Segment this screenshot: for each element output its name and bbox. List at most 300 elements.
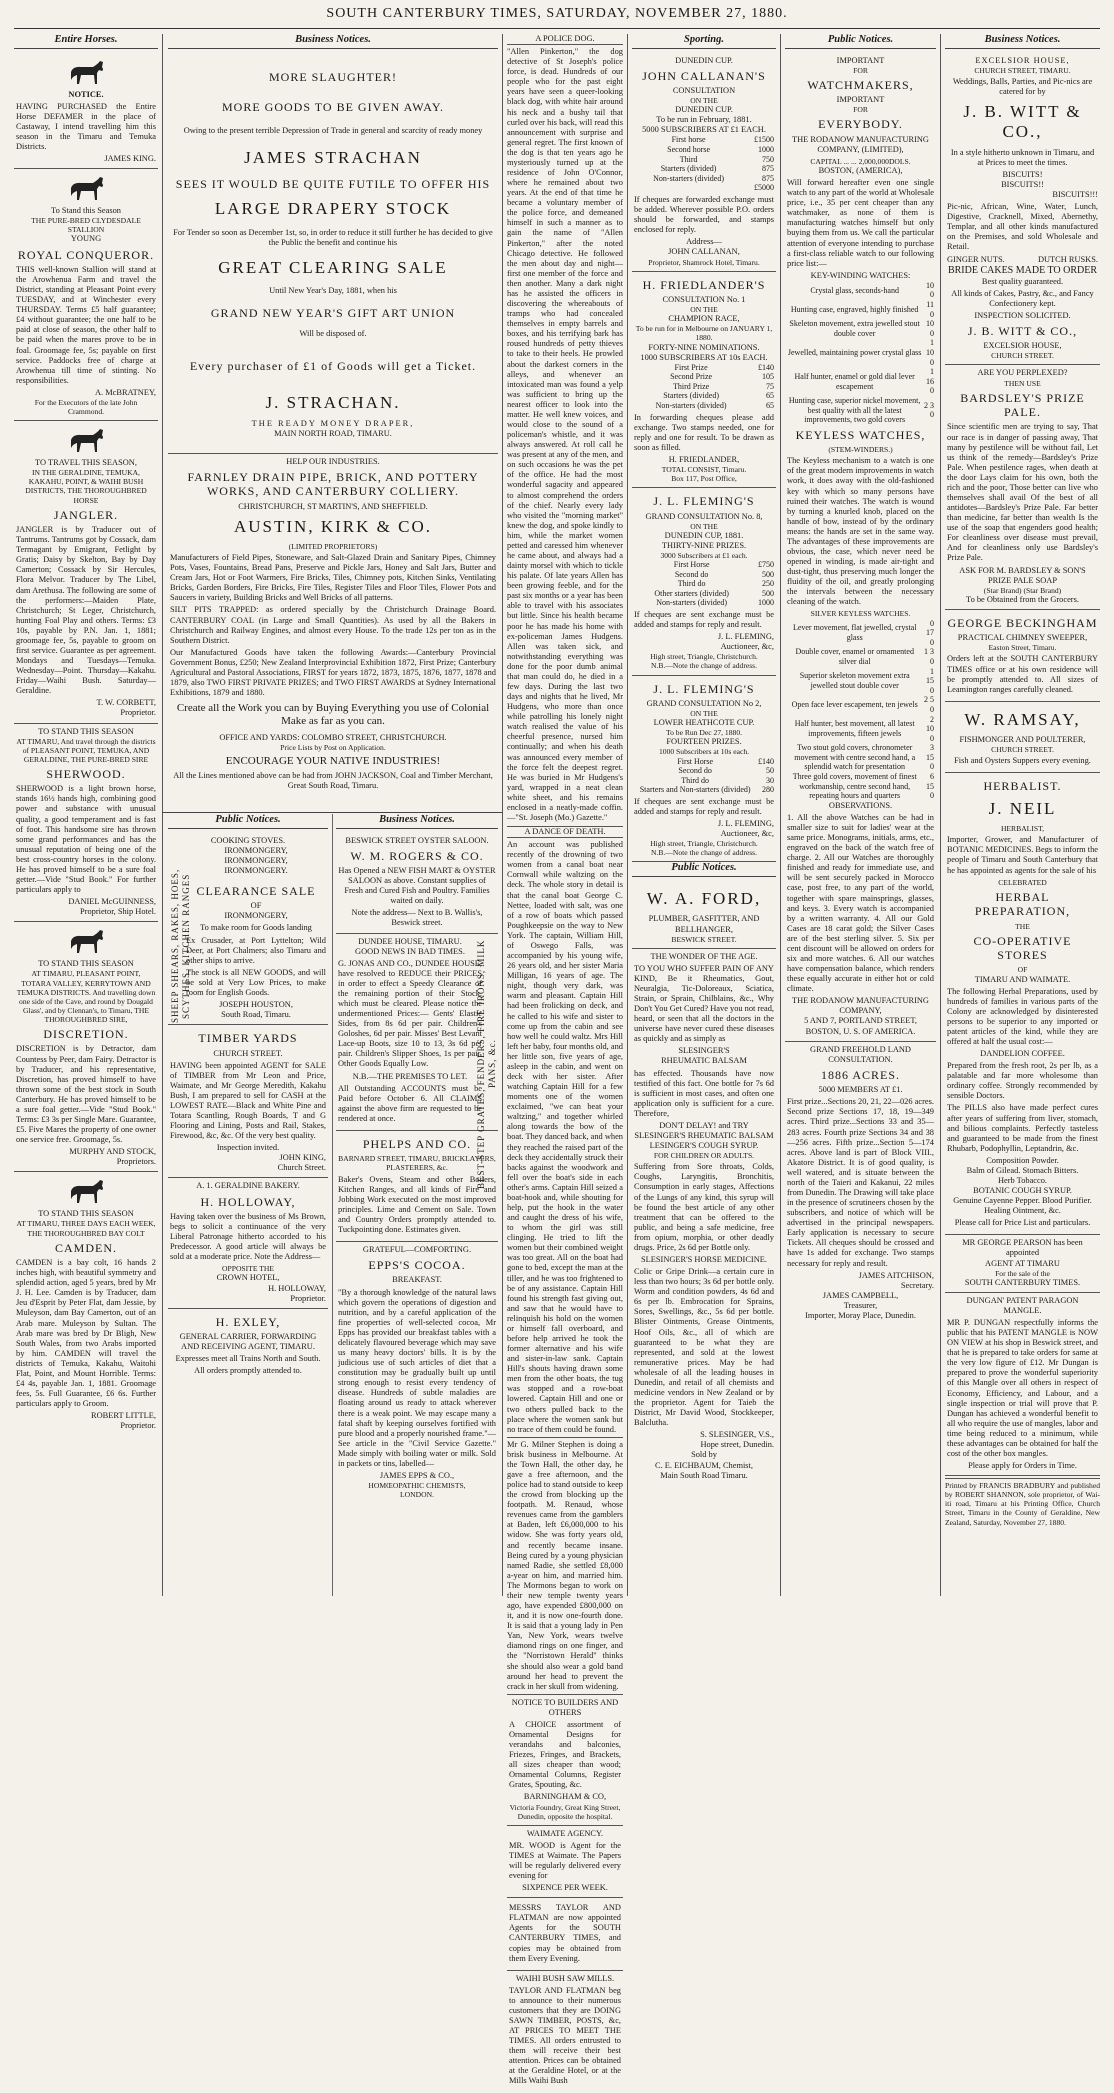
column-rule: [332, 814, 333, 1596]
ad-title: SHERWOOD.: [46, 766, 126, 781]
table-label: Non-starters (divided): [653, 173, 725, 183]
table-row: [634, 382, 774, 392]
ad-signature: Hope street, Dunedin.: [700, 1440, 774, 1450]
table-label: Jewelled, maintaining power crystal glass: [787, 348, 922, 358]
ad-headline: LARGE DRAPERY STOCK: [214, 199, 452, 219]
ad-signature: Importer, Moray Place, Dunedin.: [805, 1310, 916, 1320]
table-row: [634, 776, 774, 786]
ad-friedlander: [632, 272, 776, 489]
table-row: [634, 174, 774, 184]
ad-text: 5000 SUBSCRIBERS AT £1 EACH.: [642, 125, 766, 135]
ad-pretitle: EXCELSIOR HOUSE,: [975, 55, 1070, 65]
ad-signature: Secretary.: [900, 1280, 934, 1290]
column-public-notices: [785, 34, 936, 1596]
ad-text: JANGLER is by Traducer out of Tantrums. Tantrums got by Cossack, dam Termagant by Emigrant, Fetlight by Gratis; Daisy by Skelton, Bay by Day Camerton; Cossack by Sir Hercules, Flora Melvor. Traducer by The Libel, dam Arethusa. The following are some of the performers:—Maiden Plate, Christchurch; St Leger, Christchurch, hunting Foal Play and others. Terms: £3 10s, payable by P.N. Jan. 1, 1881; groomage fee, 5s, payable to groom on first service. Guarantee as per agreement. Mondays and Tuesdays—Temuka. Wednesday—Point. Thursday—Kakahu. Friday—Waihi Bush. Saturday—Geraldine.: [16, 525, 156, 696]
section-header: Public Notices.: [632, 862, 776, 877]
ad-text: First prize...Sections 20, 21, 22—026 acres. Second prize Sections 17, 18, 19—349 acres. Third prize...Sections 33 and 35—283 acres. Fourth prize Sections 34 and 38—256 acres. Fifth prize...Section 5—174 acres. Above land is part of Block VIII., Akatore District. It is of good quality, is well watered, and is situate between the north of the Taieri and Kakanui, 22 miles from Dunedin. The Drawing will take place in the presence of scrutineers chosen by the subscribers, and notice of which will be advertised in the principal newspapers. Early application is necessary to secure Tickets. All cheques should be crossed and have 1s added for exchange. Two stamps necessary for reply and result.: [787, 1097, 934, 1268]
table-row: [634, 164, 774, 174]
ad-signature: J. L. FLEMING,: [717, 819, 774, 829]
ad-text: AGENT AT TIMARU: [985, 1258, 1060, 1268]
horse-icon: [63, 174, 109, 204]
ad-text: All kinds of Cakes, Pastry, &c., and Fancy Confectionery kept.: [951, 288, 1094, 308]
ad-text: Since scientific men are trying to say, That our race is in danger of passing away, That many by pestilence will be without fail, Let us think of the remedy—Bardsley's Prize Pale. When pestilence rages, when death at the door Lays claim for his own, both the rich and the poor, Those better can live who themselves shall avail Of the best of all antidotes—Bardsley's Prize Pale. Far better than medicine, far better than wealth Is the use of the soap that engenders good health; For cleanliness over disease must prevail, And for cleanliness only use Bardsley's Prize Pale.: [947, 422, 1098, 563]
ad-name: J. B. WITT & CO.,: [963, 101, 1082, 142]
ad-text: Sold by: [691, 1450, 717, 1460]
prize-table: [634, 560, 774, 608]
ad-subtitle: CHAMPION RACE,: [668, 314, 740, 324]
ad-text: GINGER NUTS.: [947, 254, 1005, 264]
table-row: [634, 391, 774, 401]
ad-name: SLESINGER'S RHEUMATIC BALSAM: [634, 1131, 774, 1141]
ad-title: COOKING STOVES.: [210, 835, 286, 845]
table-value: 0 17 0: [926, 618, 934, 647]
table-row: [787, 772, 934, 801]
ad-text: G. JONAS AND CO., DUNDEE HOUSE, have resolved to REDUCE their PRICES in order to effect a Speedy Clearance of the remaining portion of their Stock, which must be cleared. Please notice the undermentioned Prices:— Gents' Elastic Sides, from 8s 6d per pair. Children's Goloshes, 6d per pair. Misses' Best Levant Lace-up Boots, size 10 to 13, 3s 6d per pair. Children's Slipper Shoes, 1s per pair. Other Goods Equally Low.: [338, 958, 482, 1069]
table-row: [787, 300, 934, 319]
ad-subtitle: (LIMITED PROPRIETORS): [288, 541, 378, 551]
ad-subtitle: AT TIMARU, PLEASANT POINT, TOTARA VALLEY, KERRYTOWN AND TEMUKA DISTRICTS. And travelling down one side of the Cave, and round by Dougald Glass', and by Clennan's, to Timaru, THE THOROUGHBRED SIRE,: [16, 969, 156, 1024]
table-value: £140: [758, 756, 774, 766]
ad-signature: Proprietor, Ship Hotel.: [80, 907, 156, 917]
ad-subtitle: BREAKFAST.: [392, 1275, 442, 1285]
table-label: Second Prize: [670, 372, 713, 382]
ad-text: BISCUITS!!: [1001, 179, 1044, 189]
ad-subtitle: GRAND CONSULTATION No 2,: [646, 698, 762, 708]
ad-text: OFFICE AND YARDS: COLOMBO STREET, CHRISTCHURCH.: [219, 732, 447, 742]
ad-text: Having taken over the business of Ms Brown, begs to solicit a continuance of the very Liberal Patronage hitherto accorded to his Predecessor. A good article will always be sold at a moderate price. Note the Address—: [170, 1211, 326, 1262]
table-label: Skeleton movement, extra jewelled stout double cover: [789, 319, 920, 338]
ad-name: PHELPS AND CO.: [362, 1136, 472, 1151]
column-rule: [940, 34, 941, 1596]
table-row: [634, 183, 774, 193]
ad-text: Please call for Price List and particulars.: [954, 1218, 1091, 1228]
ad-pretitle: THEN USE: [1004, 378, 1041, 388]
table-value: 30: [766, 775, 774, 785]
ad-text: Will forward hereafter even one single watch to any part of the world at Wholesale price, i.e., 35 per cent cheaper than any watchmaker, as none of them is manufacturing watches himself but only buying them from us. We call the particular attention of everyone intending to purchase a first-class reliable watch to our following price list:—: [787, 178, 934, 268]
table-row: [787, 695, 934, 714]
table-label: Third do: [677, 579, 706, 589]
ad-title: CAMDEN.: [54, 1240, 117, 1255]
ad-subtitle: Easton Street, Timaru.: [988, 643, 1057, 653]
ad-subtitle: KEY-WINDING WATCHES:: [810, 270, 911, 280]
article-text: "Allen Pinkerton," the dog detective of St Joseph's police force, is dead. Hundreds of our people who for the past eight years have seen a queer-looking black dog, with white hair around his neck and a bushy tail that curled over his back, will read this announcement with surprise and general regret. The first known of the dog is that ten years ago he mysteriously turned up at the residence of John O'Connor, where he remained about two years. At the end of that time he became a voluntary member of the police force, and demeaned himself in such a manner as to gain the name of "Allen Pinkerton," after the noted Chicago detective. He followed the men about day and night—first one member of the force and then another. Many a dark night has he assisted the officers in discovering the whereabouts of tramps who had concealed themselves in empty barrels and boxes, and his terrifying bark has roused hundreds of petty thieves to take to their heels. He prowled about the darkest corners in the alleys, and whenever an intoxicated man was found a yelp was sufficient to bring up the nearest officer to look into the matter. He well knew voices, and would close to the sound of a policeman's whistle, and it was always answered. At roll call he was present at any of the men, and on such occasions he was the pet of the office. He had the most wonderful sagacity and appeared to almost comprehend the orders of the chief. Nearly every lady who visited the "morning market" knew the dog, and spoke kindly to him, while the market women petted and caressed him whenever he came about, and always had a dainty morsel with which to tickle his palate. Of late years Allen has been growing feeble, and for the past six months or a year has been able to travel with his associates but little. Since his health became poor he has made his home with ex-policeman James Hudgens. Allen was taken sick, and notwithstanding everything was done for the poor dumb animal that man could do, he died in a few days. During the last two days and nights that he lived, Mr Hudgens, who more than once while patrolling his lonely night watch realised the value of his cheerful presence, nursed him continually; and when his death was announced every member of the force felt the deepest regret. He was buried in Mr Hudgens's yard, wrapped in a neat clean white sheet, and his remains enclosed in a neatly-made coffin.—"St. Joseph (Mo.) Gazette.": [507, 47, 623, 823]
ad-text: Balm of Gilead. Stomach Bitters.: [966, 1165, 1079, 1175]
ad-fleming-2: [632, 676, 776, 863]
table-label: Second horse: [667, 145, 711, 155]
ad-title: MORE SLAUGHTER!: [269, 69, 397, 84]
table-value: 11 0: [926, 300, 934, 319]
ad-dungan-mangle: [945, 1293, 1100, 1476]
ad-text: MR. WOOD is Agent for the TIMES at Waimate. The Papers will be regularly delivered every evening for: [509, 1840, 621, 1881]
ad-signature: A. McBRATNEY,: [94, 387, 156, 397]
ad-text: CAPITAL ... ... 2,000,000DOLS.: [810, 156, 911, 166]
ad-name: AUSTIN, KIRK & CO.: [234, 516, 432, 536]
ad-text: CAMDEN is a bay colt, 16 hands 2 inches high, with beautiful symmetry and splendid action, aged 5 years, bred by Mr J. H. Lee. Camden is by Traducer, dam Jeu d'Esprit by Peter Flat, dam Jessie, by Muleyson, dam Bay Camerton, out of an Arab mare. Muleyson by Sultan. The Arab mare was bred by Dr Bligh, New South Wales, from two Arabs imported by him. CAMDEN will travel the districts of Temuka, Kakahu, Waitohi Flat, Point, and Mount Horrible. Terms: £4 4s, payable Jan. 1, 1881. Groomage fees, 5s. Full Guarantee, £6 6s. Further particulars apply to Groom.: [16, 1258, 156, 1409]
ad-name: J. L. FLEMING'S: [653, 681, 755, 696]
ad-signature: JOHN CALLANAN,: [668, 247, 740, 257]
table-row: [634, 363, 774, 373]
ad-text: GENERAL CARRIER, FORWARDING AND RECEIVING AGENT, TIMARU.: [179, 1332, 317, 1352]
ad-name: THE RODANOW MANUFACTURING COMPANY, (LIMITED),: [792, 134, 929, 154]
column-rule: [627, 34, 628, 1596]
table-value: 1 15 0: [926, 666, 934, 695]
table-value: 875: [762, 173, 774, 183]
ad-name: H. FRIEDLANDER'S: [642, 277, 766, 292]
ad-waimate-agency: [507, 1826, 623, 1898]
table-row: [634, 135, 774, 145]
ad-subtitle: FISHMONGER AND POULTERER,: [959, 735, 1086, 745]
ad-subtitle: DANDELION COFFEE.: [980, 1049, 1065, 1059]
ad-text: Pic-nic, African, Wine, Water, Lunch, Digestive, Cracknell, Mixed, Abernethy, Templar, and all other kinds manufactured on the Premises, and sold Wholesale and Retail.: [947, 202, 1098, 252]
table-row: [634, 785, 774, 795]
column-sporting: [632, 34, 776, 1596]
ad-text: Prepared from the fresh root, 2s per lb, as a palatable and far more wholesome than ordinary coffee. Strongly recommended by sensible Doctors.: [947, 1061, 1098, 1101]
ad-title: DUNDEE HOUSE, TIMARU.: [358, 936, 462, 946]
ad-text: All Outstanding ACCOUNTS must be Paid before October 6. All CLAIMS against the above firm are requested to be rendered at once.: [338, 1083, 482, 1123]
ad-witt: [945, 53, 1100, 366]
ad-text: TO YOU WHO SUFFER PAIN OF ANY KIND, Be it Rheumatics, Gout, Neuralgia, Tic-Doloreaux, Sciatica, Strain, or Sprain, Chilblains, &c., Why Don't You Get Cured? Have you not read, heard, or seen that all the doctors in the universe have never cured these diseases as quickly and as simply as: [634, 963, 774, 1044]
ad-grand-freehold: [785, 1041, 936, 1325]
ad-text: SEES IT WOULD BE QUITE FUTILE TO OFFER HIS: [175, 176, 491, 191]
ad-text: Suffering from Sore throats, Colds, Coughs, Laryngitis, Bronchitis, Consumption in early stages, Affections of the Lungs of any kind, this syrup will be found the best article of any other treatment that can be offered to the public, and being a safe medicine, free from opium, morphia, or other deadly drugs. Price, 2s 6d per Bottle only.: [634, 1162, 774, 1252]
ad-text: TAYLOR AND FLATMAN beg to announce to their numerous customers that they are DOING SAWN TIMBER, POSTS, &c, AT PRICES TO MEET THE TIMES. All orders entrusted to them will receive their best attention. Prices can be obtained at the Geraldine Hotel, or at the Mills Waihi Bush: [509, 1985, 621, 2086]
ad-text: N.B.—Note the change of address.: [650, 848, 758, 858]
ad-text: THIS well-known Stallion will stand at the Arowhenua Farm and travel the District, standing at Pleasant Point every TUESDAY, and at Winchester every THURSDAY. Terms £5 half guarantee; £4 without guarantee; the one half to be paid at close of season, the other half to be paid when the mares prove to be in foal. Groomage fee, 5s; payable on first service. Paddocks free of charge at Arowhenua till time of stinting. No responsibilities.: [16, 264, 156, 385]
table-value: 500: [762, 588, 774, 598]
ad-title: TIMBER YARDS: [198, 1031, 298, 1046]
ad-text: Will be disposed of.: [299, 328, 367, 338]
ad-royal-conqueror: [14, 169, 158, 421]
table-value: 10 0: [926, 280, 934, 300]
section-header: Business Notices.: [168, 34, 498, 49]
ad-ramsay: [945, 702, 1100, 774]
ad-subtitle: BARNARD STREET, TIMARU, BRICKLAYERS, PLASTERERS, &c.: [338, 1154, 496, 1173]
column-business-notices: [168, 34, 498, 814]
ad-text: Fish and Oysters Suppers every evening.: [954, 756, 1091, 766]
ad-signature: Proprietor.: [120, 708, 156, 718]
ad-signature: MURPHY AND STOCK,: [69, 1147, 156, 1157]
ad-text: To make room for Goods landing: [200, 923, 312, 933]
table-label: Third: [679, 154, 698, 164]
ad-text: 1000 SUBSCRIBERS AT 10s EACH.: [640, 352, 768, 362]
ad-text: Composition Powder.: [986, 1155, 1059, 1165]
ad-text: Has Opened a NEW FISH MART & OYSTER SALOON as above. Constant supplies of Fresh and Cured Fish and Poultry. Families waited on daily.: [338, 866, 496, 906]
ad-taylor-flatman: [507, 1898, 623, 1970]
ad-signature: Box 117, Post Office,: [671, 474, 737, 484]
ad-phelps: [336, 1131, 498, 1242]
ad-pearson: [945, 1235, 1100, 1292]
ad-title: EVERYBODY.: [818, 117, 903, 132]
ad-text: (Star Brand) (Star Brand): [983, 585, 1062, 595]
table-row: [634, 757, 774, 767]
ad-beckingham: [945, 610, 1100, 702]
ad-text: 5 AND 7, PORTLAND STREET, BOSTON, U. S. OF AMERICA.: [804, 1016, 917, 1036]
ad-subtitle: CHURCH STREET.: [213, 1048, 283, 1058]
table-label: Lever movement, flat jewelled, crystal glass: [792, 623, 917, 642]
table-label: First Horse: [673, 560, 710, 570]
ad-text: MESSRS TAYLOR AND FLATMAN are now appointed Agents for the SOUTH CANTERBURY TIMES, and copies may be obtained from them Every Evening.: [509, 1903, 621, 1963]
ad-subtitle: THE PURE-BRED CLYDESDALE STALLION: [31, 216, 141, 235]
table-value: 2 5 0: [924, 695, 934, 714]
section-header: Business Notices.: [336, 814, 498, 829]
ad-subtitle: CONSULTATION: [672, 86, 736, 96]
vertical-text: BEST-STEP GRATES, FENDERS, FIRE IRONS, MILK PANS, &c.: [476, 938, 498, 1189]
ad-subtitle: HERBALIST,: [1000, 824, 1045, 834]
table-label: First Prize: [674, 362, 708, 372]
ad-title: HERBALIST.: [983, 779, 1062, 794]
ad-headline: CO-OPERATIVE STORES: [973, 933, 1072, 963]
ad-text: For the sale of the: [995, 1268, 1050, 1278]
ad-subtitle: LOWER HEATHCOTE CUP.: [653, 718, 755, 728]
ad-signature: JAMES AITCHISON,: [858, 1270, 934, 1280]
table-label: Half hunter, best movement, all latest improvements, fifteen jewels: [794, 719, 915, 738]
ad-text: IRONMONGERY,: [224, 855, 288, 865]
table-value: £140: [758, 362, 774, 372]
ad-waihi-bush: [507, 1971, 623, 2093]
ad-pretitle: HELP OUR INDUSTRIES.: [286, 456, 380, 466]
ad-headline: BRIDE CAKES MADE TO ORDER: [947, 264, 1098, 276]
ad-name: W. M. ROGERS & CO.: [350, 848, 484, 863]
ad-text: BISCUITS!: [1002, 169, 1043, 179]
table-row: [787, 281, 934, 300]
ad-name: THE RODANOW MANUFACTURING COMPANY,: [792, 996, 929, 1016]
table-row: [787, 319, 934, 338]
ad-name: W. RAMSAY,: [964, 709, 1081, 729]
column-rule: [502, 34, 503, 1596]
section-header: Sporting.: [632, 34, 776, 49]
ad-title: A. 1. GERALDINE BAKERY.: [196, 1181, 300, 1191]
table-row: [787, 367, 934, 396]
ad-headline: ENCOURAGE YOUR NATIVE INDUSTRIES!: [225, 754, 441, 767]
table-value: 750: [762, 154, 774, 164]
ad-text: MR GEORGE PEARSON has been appointed: [962, 1238, 1083, 1258]
table-value: 500: [762, 569, 774, 579]
ad-strachan: [168, 53, 498, 454]
ad-pretitle: ARE YOU PERPLEXED?: [977, 368, 1068, 378]
ad-text: CROWN HOTEL,: [216, 1273, 280, 1283]
table-row: [634, 598, 774, 608]
ad-subtitle: IN THE GERALDINE, TEMUKA, KAKAHU, POINT, & WAIHI BUSH DISTRICTS, THE THOROUGHBRED HORSE: [25, 468, 147, 505]
ad-subtitle: PLUMBER, GASFITTER, AND BELLHANGER,: [648, 914, 760, 934]
ad-text: Importer, Grower, and Manufacturer of BOTANIC MEDICINES. Begs to inform the people of Timaru and South Canterbury that he has appointed as agents for the sale of his: [947, 835, 1098, 875]
ad-text: In forwarding cheques please add exchange. Two stamps needed, one for reply and one for result. To be drawn as soon as filled.: [634, 412, 774, 452]
ad-text: SOUTH CANTERBURY TIMES.: [964, 1277, 1081, 1287]
ad-title: ROYAL CONQUEROR.: [17, 247, 155, 262]
ad-signature: S. SLESINGER, V.S.,: [700, 1430, 774, 1440]
ad-text: A CHOICE assortment of Ornamental Designs for verandahs and balconies, Friezes, Fringes, and Brackets, all sizes cheaper than wood; Ornamental Columns, Register Grates, Spouting, &c.: [509, 1719, 621, 1790]
section-header: Business Notices.: [945, 34, 1100, 49]
ad-notice-builders: [507, 1694, 623, 1826]
table-row: [787, 743, 934, 772]
ad-headline: CLEARANCE SALE: [196, 883, 316, 898]
ad-subtitle: DUNEDIN CUP.: [675, 105, 733, 115]
table-label: [634, 183, 743, 193]
ad-text: Healing Ointment, &c.: [984, 1206, 1061, 1216]
ad-pretitle: IMPORTANT: [836, 55, 885, 65]
ad-title: FARNLEY DRAIN PIPE, BRICK, AND POTTERY WORKS, AND CANTERBURY COLLIERY.: [187, 469, 479, 499]
ad-subtitle: YOUNG: [70, 234, 102, 244]
ad-signature: BARNINGHAM & CO,: [523, 1792, 607, 1802]
ad-signature: THE READY MONEY DRAPER,: [251, 418, 415, 428]
table-row: [634, 560, 774, 570]
ad-pretitle: To Stand this Season: [51, 206, 121, 216]
ad-text: SILT PITS TRAPPED: as ordered specially by the Christchurch Drainage Board. CANTERBURY COAL (in Large and Small Quantities). As used by all the Bakers in Christchurch and Railway Engines, and almost every House. To the trade 12s per ton as in the Southern District.: [170, 605, 496, 645]
printer-imprint: Printed by FRANCIS BRADBURY and published by ROBERT SHANNON, sole proprietor, of Wai-iti road, Timaru at his Printing Office, Church Street, Timaru in the County of Geraldine, New Zealand, Saturday, November 27, 1880.: [945, 1478, 1100, 1527]
ad-title: NOTICE.: [68, 89, 104, 99]
ad-signature: J. B. WITT & CO.,: [967, 323, 1078, 338]
ad-text: Price Lists by Post on Application.: [280, 742, 386, 752]
table-label: Double cover, enamel or ornamented silver dial: [795, 647, 914, 666]
ad-text: Inspection invited.: [216, 1143, 280, 1153]
ad-text: Ex Crusader, at Port Lyttelton; Wild Deer, at Port Chalmers; also Timaru and other ships to arrive.: [186, 935, 326, 965]
table-label: Superior skeleton movement extra jewelled stout double cover: [799, 671, 910, 690]
ad-name: GEORGE BECKINGHAM: [947, 615, 1098, 630]
ad-text: HAVING been appointed AGENT for SALE of TIMBER from Mr Leon and Price, Waimate, and Mr George Meredith, Kakahu Bush, I am prepared to sell for CASH at the LOWEST RATE—Black and White Pine and Totara Scantling, Rough Boards, T and G Flooring and Lining, Posts and Rail, Stakes, Firewood, &c, &c. Of the very best quality.: [170, 1060, 326, 1141]
ad-text: OF: [1017, 965, 1028, 975]
ad-name: EPPS'S COCOA.: [368, 1258, 466, 1273]
ad-text: Note the address— Next to B. Wallis's, Beswick street.: [351, 908, 483, 928]
prize-table: [634, 757, 774, 795]
article-title: A POLICE DOG.: [507, 34, 623, 45]
horse-icon: [63, 927, 109, 957]
price-table: [787, 619, 934, 801]
ad-signature: JOSEPH HOUSTON,: [219, 1000, 293, 1009]
ad-pretitle: IMPORTANT: [836, 95, 885, 105]
ad-subtitle: OBSERVATIONS.: [828, 800, 893, 810]
ad-text: Best quality guaranteed.: [981, 276, 1064, 286]
ad-signature: JOHN KING,: [279, 1153, 326, 1163]
ad-sherwood: [14, 724, 158, 923]
vertical-text: SHEEP SHEARS, RAKES, HOES, SCYTHES, KITCHEN RANGES: [170, 868, 191, 1023]
ad-subtitle: CHURCH STREET.: [991, 745, 1054, 755]
ad-title: WAIMATE AGENCY.: [526, 1828, 604, 1838]
article-text: Mr G. Milner Stephen is doing a brisk business in Melbourne. At the Town Hall, the other day, he gave a free afternoon, and the police had to stand outside to keep the crowd from blocking up the footpath. M. Renaud, whose revenues came from the gamblers at Baden, left £6,000,000 to his widow. She was forty years old, and recently became insane. Being cured by a young physician named Radie, she settled £8,000 a-year on him, and married him. The Mormons began to work on their new temple twenty years ago, have expended £800,000 on it, and it is now one-fourth done. It is said that a young lady in Pen Yan, New York, wears twelve diamond rings on one finger, and the "Norristown Herald" thinks she should also wear a gold band around her head to prevent the crack in her skull from widening.: [507, 1437, 623, 1692]
ad-houston: [168, 833, 328, 1026]
ad-name: JOHN CALLANAN'S: [642, 68, 766, 83]
ad-signature: HOMŒOPATHIC CHEMISTS,: [368, 1481, 466, 1491]
table-row: [634, 579, 774, 589]
ad-subtitle: ON THE: [690, 521, 718, 531]
ad-title: DISCRETION.: [43, 1027, 129, 1042]
ad-pretitle: GRATEFUL—COMFORTING.: [362, 1245, 472, 1255]
ad-signature: For the Executors of the late John Crammond.: [34, 397, 138, 417]
ad-pretitle: TO TRAVEL THIS SEASON,: [35, 458, 137, 468]
ad-subtitle: ON THE: [690, 305, 718, 315]
ad-jangler: [14, 421, 158, 723]
ad-pretitle: TO STAND THIS SEASON: [38, 959, 134, 969]
ad-title: THE WONDER OF THE AGE.: [650, 951, 758, 961]
ad-signature: Main South Road Timaru.: [660, 1470, 748, 1480]
ad-name: RHEUMATIC BALSAM: [661, 1056, 747, 1066]
ad-text: Until New Year's Day, 1881, when his: [269, 286, 397, 296]
ad-text: To be run in February, 1881.: [656, 115, 752, 125]
table-row: [634, 570, 774, 580]
ad-subtitle: AT TIMARU, And travel through the districts of PLEASANT POINT, TEMUKA, AND GERALDINE, THE PURE-BRED SIRE: [16, 736, 156, 764]
ad-name: LESINGER'S COUGH SYRUP.: [649, 1141, 759, 1151]
horse-icon: [63, 1177, 109, 1207]
ad-pretitle: DUNEDIN CUP.: [675, 55, 733, 65]
ad-text: SHERWOOD is a light brown horse, stands 16½ hands high, combining good power and substance with unusual quality, a good temperament and is fast of foot. This handsome sire has thrown some grand performances and has the unusual reputation of being one of the best cross-country horses in the colony. He has proved himself to be a sure foal getter.—Vide "Stud Book." For further particulars apply to: [16, 784, 156, 895]
table-row: [634, 589, 774, 599]
ad-headline: Create all the Work you can by Buying Everything you use of Colonial Make as far as you can.: [176, 702, 490, 728]
ad-headline: 5000 MEMBERS AT £1.: [818, 1085, 903, 1095]
ad-title: GRAND FREEHOLD LAND CONSULTATION.: [810, 1044, 911, 1064]
table-value: 1000: [758, 598, 774, 608]
ad-pretitle: FOR: [853, 105, 868, 115]
ad-title: JANGLER.: [53, 507, 119, 522]
ad-signature: EXCELSIOR HOUSE,: [983, 341, 1062, 351]
ad-discretion: [14, 922, 158, 1172]
ad-title: DUNGAN' PATENT PARAGON MANGLE.: [966, 1295, 1079, 1315]
article-text: An account was published recently of the drowning of two women from a canal boat near Cornwall while waltzing on the deck. The whole story in detail is that the canal boat George C. Nettee, loaded with salt, was one of a row of boats which passed Poughkeepsie on the way to New York. The captain, William Hill, of Oswego Falls, was accompanied by his young wife, 26 years old, and her sister Maria Milligan, 16 years of age. The night, though very dark, was warm and pleasant. Captain Hill had been frolicking on deck, and he called to his wife and sister to come up from the cabin and see how well he could waltz. Mrs Hill left her baby, four months old, and her little son, five years of age, asleep in the cabin, and went on deck with her sister. After watching Captain Hill for a few moments one of the women exclaimed, "we can beat your waltzing," and together whirled along towards the bow of the boat. They danced back, and when they reached the raised part of the deck they accidentally struck their backs against the woodwork and fell over the boat's side in each other's arms. Captain Hill seized a boat-hook and, while shouting for help, put the hook in the water and caught the dress of his wife, to whom the girl was still clinging. He tried to lift the women but their combined weight was too great. All on the boat had gone to bed, except the man at the tiller, and he was too frightened to be of any assistance. Captain Hill found his strength fast giving out, and saw that he would have to relinquish his hold on the women or himself fall overboard, and before help arrived he took the former alternative and his wife and sister-in-law sank. Captain Hill's shouts having drawn some men from the other boats, the tug was stopped and a row-boat lowered. Captain Hill and one or two others pulled back to the place where the women sank but no trace of them could be found.: [507, 840, 623, 1434]
ad-herbalist: [945, 773, 1100, 1235]
table-value: £5000: [754, 183, 774, 193]
ad-timber-yards: [168, 1025, 328, 1178]
ad-text: has effected. Thousands have now testified of this fact. One bottle for 7s 6d is sufficient in most cases, and often one application only is sufficient for a cure. Therefore,: [634, 1068, 774, 1118]
ad-signature: South Road, Timaru.: [221, 1010, 291, 1020]
table-value: 10 0: [926, 319, 934, 338]
ad-text: SIXPENCE PER WEEK.: [522, 1883, 608, 1893]
ad-name: J. NEIL: [988, 798, 1057, 818]
table-value: 1 10 0: [926, 338, 934, 367]
column-business-notices-right: [336, 814, 498, 1596]
ad-headline: Every purchaser of £1 of Goods will get a Ticket.: [189, 358, 477, 373]
table-value: 105: [762, 372, 774, 382]
ad-subtitle: ON THE: [690, 96, 718, 106]
ad-oyster-saloon: [336, 833, 498, 934]
ad-signature: High street, Triangle, Christchurch.: [650, 839, 758, 849]
ad-rodanow: [785, 53, 936, 1041]
ad-text: BOSTON, (AMERICA),: [818, 166, 903, 176]
ad-signature: MAIN NORTH ROAD, TIMARU.: [274, 428, 392, 438]
ad-text: If cheques are sent exchange must be added and stamps for reply and result.: [634, 610, 774, 630]
ad-text: HAVING PURCHASED the Entire Horse DEFAMER in the place of Castaway, I intend travelling him this season in the Timaru and Temuka Districts.: [16, 101, 156, 151]
table-value: 2 3 0: [924, 400, 934, 420]
ad-text: 3000 Subscribers at £1 each.: [660, 550, 748, 560]
ad-text: Colic or Gripe Drink—a certain cure in less than two hours; 3s 6d per bottle only. Worm and condition powders, 4s 6d and 6s per lb. Embrocation for Sprains, Sores, Swellings, &c., 5s 6d per bottle. Blister Ointments, Grease Ointments, Hoof Oils, &c., all of which are guaranteed to be what they are represented, and sold at the lowest remunerative prices. May be had wholesale of all the leading houses in Dunedin, and retail of all chemists and medicine vendors in New Zealand or by the proprietor. Agent for Taieb the District, Mr David Wood, Stockkeeper, Balclutha.: [634, 1267, 774, 1428]
table-value: 75: [766, 381, 774, 391]
ad-signature: T. W. CORBETT,: [96, 698, 156, 708]
ad-text: BISCUITS!!!: [1052, 190, 1098, 200]
price-table: [787, 281, 934, 425]
ad-text: Expresses meet all Trains North and South.: [175, 1354, 321, 1364]
table-row: [787, 715, 934, 744]
section-header: Public Notices.: [785, 34, 936, 49]
ad-slesinger: [632, 949, 776, 1485]
table-label: Non-starters (divided): [655, 401, 727, 411]
ad-text: To be Run Dec 27, 1880.: [665, 728, 743, 738]
ad-text: Orders left at the SOUTH CANTERBURY TIMES office or at his own residence will be promptly attended to. All sizes of Leamington ranges carefully cleaned.: [947, 654, 1098, 694]
ad-ford: [632, 881, 776, 949]
ad-text: To be Obtained from the Grocers.: [966, 594, 1079, 604]
ad-text: If cheques are forwarded exchange must be added. Wherever possible P.O. orders should be forwarded, and stamps enclosed for reply.: [634, 195, 774, 235]
ad-text: DUTCH RUSKS.: [1037, 254, 1098, 264]
column-entire-horses: [14, 34, 158, 1596]
column-rule: [162, 34, 163, 1596]
ad-text: All orders promptly attended to.: [194, 1366, 302, 1376]
ad-name: JAMES STRACHAN: [244, 148, 422, 168]
table-value: 1000: [758, 145, 774, 155]
ad-text: Genuine Cayenne Pepper. Blood Purifier.: [953, 1196, 1092, 1206]
ad-text: Baker's Ovens, Steam and other Boilers, Kitchen Ranges, and all kinds of Fire and Jobbing Work executed on the most improved principles. Lime and Cement on Sale. Town and Country Orders promptly attended to. Tuckpointing done. Estimates given.: [338, 1174, 496, 1234]
ad-subtitle: GOOD NEWS IN BAD TIMES.: [355, 946, 465, 956]
table-value: 3 15 0: [926, 743, 934, 772]
ad-headline: GRAND NEW YEAR'S GIFT ART UNION: [210, 306, 456, 321]
table-value: 6 15 0: [926, 772, 934, 801]
column-rule: [780, 34, 781, 1596]
masthead-rule: [14, 28, 1100, 29]
ad-text: MR P. DUNGAN respectfully informs the public that his PATENT MANGLE is NOW ON VIEW at his shop in Beswick street, and that he is prepared to take orders for same at the very low figure of £12. Mr Dungan is prepared to prove the wonderful superiority of this Mangle over all others in respect of Economy, Efficiency, and Labour, and a single inspection or trial will prove that P. Dungan has achieved a wonderful benefit to all who require the use of mangles, labor and time being reduced to a minimum, while these advantages can be obtained for half the cost of the other box mangles.: [947, 1317, 1098, 1458]
